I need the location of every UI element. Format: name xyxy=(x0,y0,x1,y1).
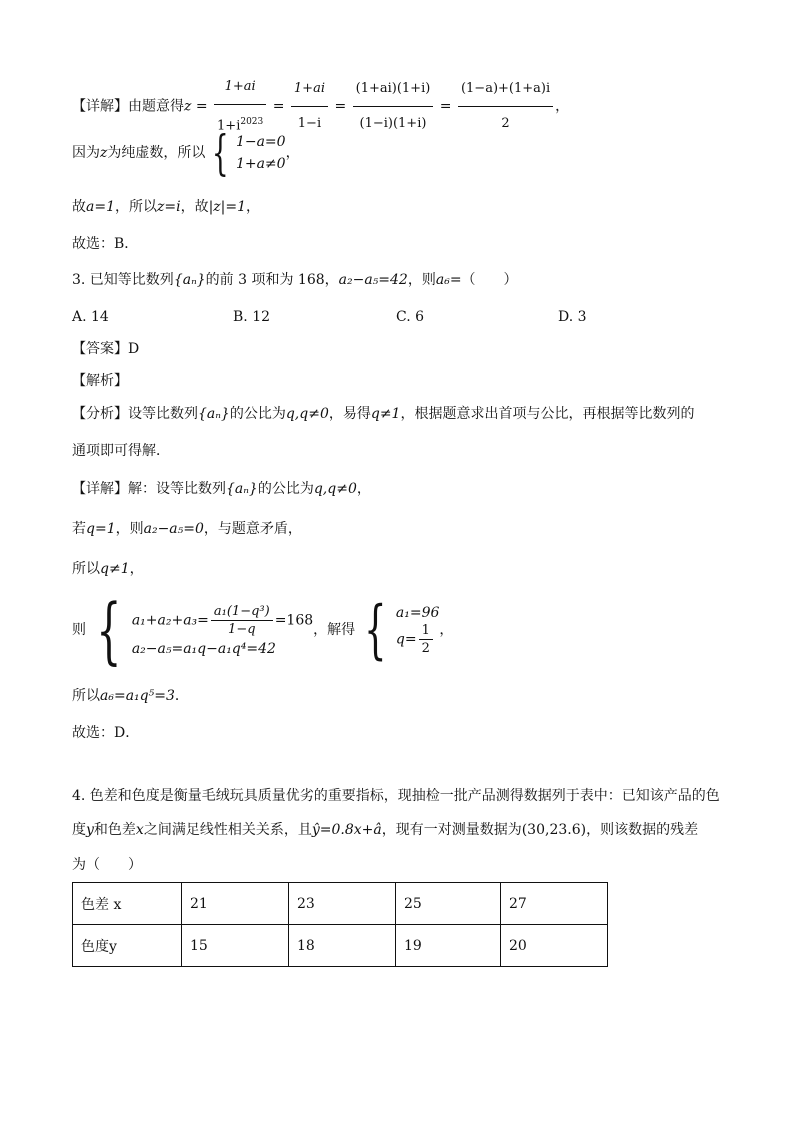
equals: = xyxy=(439,98,452,115)
line3-middle: ，所以 xyxy=(114,199,157,215)
question-4-line-1: 4. 色差和色度是衡量毛绒玩具质量优劣的重要指标，现抽检一批产品测得数据列于表中：已知该产品的色 xyxy=(72,788,720,804)
period: ． xyxy=(174,688,189,704)
result-a6-line xyxy=(72,689,189,703)
q3-text-d: =（ ） xyxy=(449,272,518,288)
fenxi-text-d: ，根据题意求出首项与公比，再根据等比数列的 xyxy=(400,406,695,422)
fraction-4-num: (1−a)+(1+a)i xyxy=(458,74,553,107)
answer-value: D xyxy=(128,341,140,357)
q3-sequence: {aₙ} xyxy=(173,272,206,288)
system-brace: { xyxy=(212,125,230,181)
table-cell: 色差 x xyxy=(73,883,182,925)
result-prefix: 所以 xyxy=(72,688,100,704)
z-equals-i: z=i xyxy=(156,199,181,215)
line3-middle-2: ，故 xyxy=(180,199,209,215)
a-equals-1: a=1 xyxy=(86,199,115,215)
system-1 xyxy=(236,135,286,171)
system-line xyxy=(72,588,454,672)
a6-value: a₆=a₁q⁵=3 xyxy=(100,688,175,704)
q3-text-a: 3. 已知等比数列 xyxy=(72,272,174,288)
q3-condition: a₂−a₅=42 xyxy=(338,272,408,288)
line3-prefix: 故 xyxy=(72,199,86,215)
comma: ， xyxy=(129,561,144,577)
system-1-row-2: 1+a≠0 xyxy=(235,156,286,172)
table-cell: 20 xyxy=(501,925,608,967)
system-2-fraction xyxy=(211,605,273,636)
fraction-1-num: 1+ai xyxy=(214,72,266,105)
q3-text-c: ，则 xyxy=(407,272,436,288)
system-1-row-1: 1−a=0 xyxy=(235,134,286,150)
system-3 xyxy=(396,606,440,655)
if-q-equals-1-line xyxy=(72,522,302,536)
option-b: B. 12 xyxy=(233,309,271,325)
fraction-2-num: 1+ai xyxy=(291,74,328,107)
system-3-row-1: a₁=96 xyxy=(395,604,440,621)
option-d: D. 3 xyxy=(558,309,587,325)
q3-text-b: 的前 3 项和为 168， xyxy=(205,272,339,288)
equals: = xyxy=(334,98,347,115)
table-cell: 15 xyxy=(182,925,289,967)
answer-label: 【答案】 xyxy=(72,341,128,357)
fenxi-q: q,q≠0 xyxy=(285,406,329,422)
system-2 xyxy=(132,605,313,656)
if-middle: ，则 xyxy=(115,521,144,537)
fraction-3-den: (1−i)(1+i) xyxy=(359,116,427,132)
system-2-row-1 xyxy=(132,605,313,636)
q4-text-e: ，则该数据的残差 xyxy=(586,822,699,838)
equals: = xyxy=(195,98,208,115)
system-3-row-2 xyxy=(396,624,440,655)
q4-y: y xyxy=(86,822,94,838)
answer-b: 故选：B． xyxy=(72,236,139,252)
solve-text: ，解得 xyxy=(313,622,356,638)
comma: ， xyxy=(285,145,300,161)
fraction-2-den: 1−i xyxy=(297,116,322,132)
z-var: z xyxy=(100,145,108,161)
q4-text-b: 和色差 xyxy=(93,822,136,838)
fraction-3 xyxy=(353,74,434,139)
detail1-label: 【详解】 xyxy=(72,98,128,115)
fraction-1-den-exp: 2023 xyxy=(240,117,264,127)
fraction-1-den-base: 1+i xyxy=(217,118,241,134)
q4-text-d: ，现有一对测量数据为 xyxy=(381,822,522,838)
q4-point: (30,23.6) xyxy=(521,822,587,838)
system-2-num: a₁(1−q³) xyxy=(211,605,273,621)
q3-target: a₆ xyxy=(435,272,450,288)
q-not-1: q≠1 xyxy=(100,561,130,577)
line2-middle: 为纯虚数，所以 xyxy=(107,145,206,161)
option-c: C. 6 xyxy=(396,309,425,325)
answer-d: 故选：D． xyxy=(72,725,140,741)
system-prefix: 则 xyxy=(72,622,86,638)
detail2-line xyxy=(72,482,371,496)
q4-text-a: 度 xyxy=(72,822,86,838)
fraction-3-num: (1+ai)(1+i) xyxy=(353,74,434,107)
question-4-line-3: 为（ ） xyxy=(72,857,142,873)
table-cell: 23 xyxy=(289,883,396,925)
comma: ， xyxy=(555,98,570,115)
table-row xyxy=(73,925,608,967)
so-q-not-1-line xyxy=(72,562,144,576)
result-line xyxy=(72,200,260,214)
question-3 xyxy=(72,273,518,287)
fraction-4-den: 2 xyxy=(501,116,510,132)
if-prefix: 若 xyxy=(72,521,86,537)
table-cell: 18 xyxy=(289,925,396,967)
so-prefix: 所以 xyxy=(72,561,100,577)
question-4-line-2 xyxy=(72,823,698,837)
q4-x: x xyxy=(135,822,144,838)
detail2-text-a: 解：设等比数列 xyxy=(128,481,226,497)
q-equals-1: q=1 xyxy=(86,521,116,537)
fenxi-line-1 xyxy=(72,407,694,421)
difference-zero: a₂−a₅=0 xyxy=(143,521,204,537)
table-cell: 19 xyxy=(396,925,501,967)
if-suffix: ，与题意矛盾， xyxy=(203,521,302,537)
table-cell: 21 xyxy=(182,883,289,925)
detail2-text-b: 的公比为 xyxy=(257,481,314,497)
detail2-sequence: {aₙ} xyxy=(226,481,258,497)
fraction-4 xyxy=(458,74,553,139)
detail2-label: 【详解】 xyxy=(72,481,128,497)
system-2-brace: { xyxy=(96,588,122,672)
system-2-rhs: =168 xyxy=(274,612,314,628)
comma: ， xyxy=(246,199,261,215)
option-a: A. 14 xyxy=(72,309,109,325)
system-3-brace: { xyxy=(364,593,387,667)
system-2-row-2: a₂−a₅=a₁q−a₁q⁴=42 xyxy=(131,640,276,657)
analysis-label: 【解析】 xyxy=(72,373,128,389)
half-fraction xyxy=(419,624,433,655)
system-2-den: 1−q xyxy=(228,621,256,637)
detail2-q: q,q≠0 xyxy=(313,481,357,497)
q-equals: q= xyxy=(395,631,417,647)
fenxi-text-c: ，易得 xyxy=(328,406,371,422)
equals: = xyxy=(272,98,285,115)
answer-line xyxy=(72,342,139,356)
q4-regression: ŷ=0.8x+â xyxy=(311,822,382,838)
z-var: z xyxy=(184,98,192,115)
table-cell: 色度y xyxy=(73,925,182,967)
half-num: 1 xyxy=(419,624,433,640)
table-cell: 25 xyxy=(396,883,501,925)
fenxi-text-a: 设等比数列 xyxy=(128,406,198,422)
line2-prefix: 因为 xyxy=(72,145,100,161)
table-cell: 27 xyxy=(501,883,608,925)
table-row xyxy=(73,883,608,925)
fenxi-sequence: {aₙ} xyxy=(198,406,230,422)
q4-text-c: 之间满足线性相关关系，且 xyxy=(143,822,312,838)
fenxi-q2: q≠1 xyxy=(370,406,401,422)
comma: ， xyxy=(356,481,371,497)
system-2-lhs: a₁+a₂+a₃= xyxy=(131,612,209,628)
fenxi-line-2: 通项即可得解． xyxy=(72,443,170,459)
detail1-text: 由题意得 xyxy=(128,98,184,115)
half-den: 2 xyxy=(421,640,430,656)
modulus-z: |z|=1 xyxy=(208,199,247,215)
data-table xyxy=(72,882,608,967)
fenxi-label: 【分析】 xyxy=(72,406,128,422)
fenxi-text-b: 的公比为 xyxy=(229,406,286,422)
comma: ， xyxy=(439,622,454,638)
